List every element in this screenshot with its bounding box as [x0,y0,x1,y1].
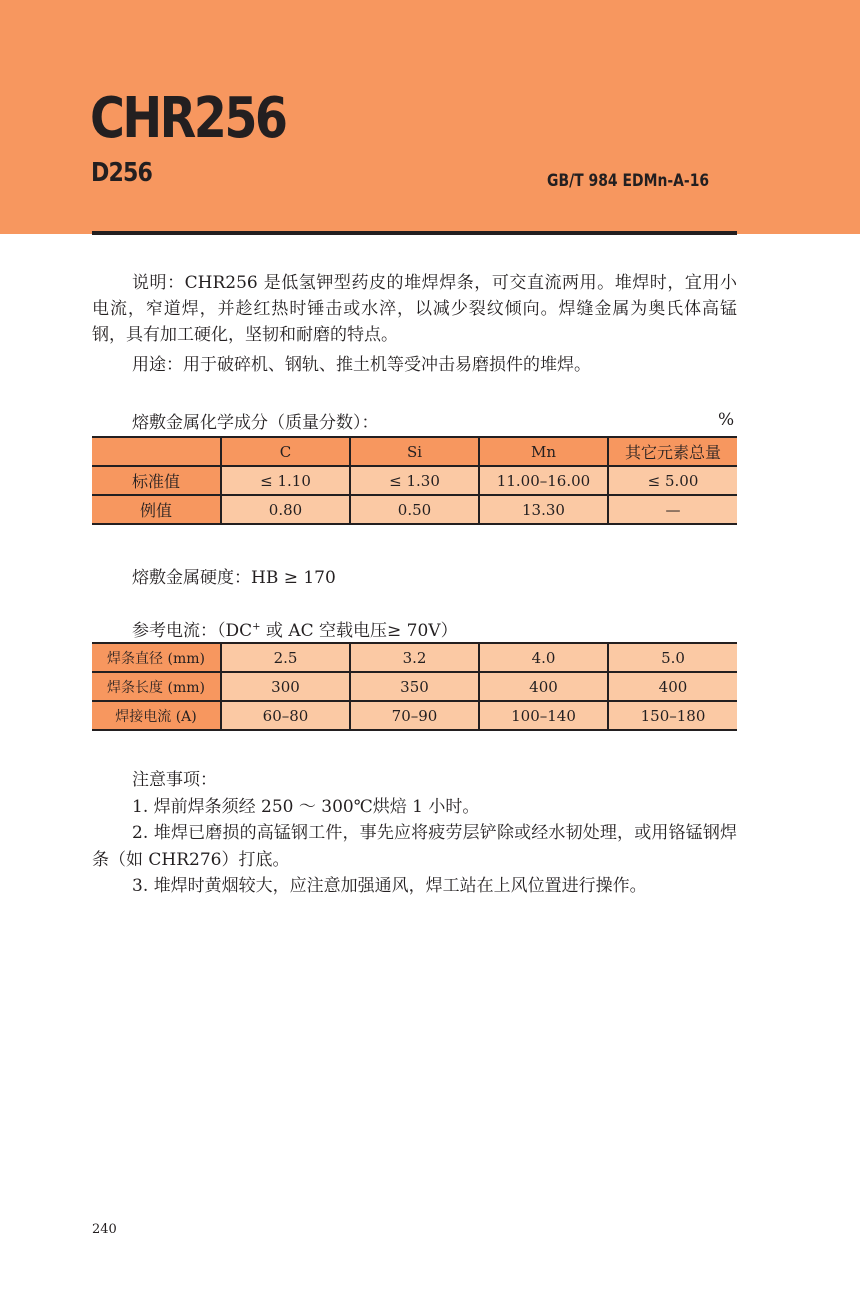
notes-item: 2. 堆焊已磨损的高锰钢工件，事先应将疲劳层铲除或经水韧处理，或用铬锰钢焊条（如 CHR276）打底。 [92,823,737,870]
current-note-suffix: 或 AC 空载电压≥ 70V） [260,621,458,641]
description-text: CHR256 是低氢钾型药皮的堆焊焊条，可交直流两用。堆焊时，宜用小电流，窄道焊，并趁红热时锤击或水淬，以减少裂纹倾向。焊缝金属为奥氏体高锰钢，具有加工硬化，坚韧和耐磨的特点。 [92,273,738,345]
table-row [92,672,737,701]
table-row [92,643,737,672]
table-cell: 60–80 [221,701,350,730]
composition-header-row [92,437,737,466]
usage-label: 用途： [132,355,183,375]
table-cell: 11.00–16.00 [479,466,608,495]
row-label: 焊接电流 (A) [92,701,221,730]
row-label: 焊条直径 (mm) [92,643,221,672]
page-number: 240 [92,1222,117,1237]
table-cell: 150–180 [608,701,737,730]
current-note-sup: + [252,621,261,633]
current-note-prefix: （DC [217,621,253,641]
table-header-cell: Si [350,437,479,466]
product-subtitle: D256 [91,158,153,188]
hardness-value: HB ≥ 170 [251,568,336,588]
table-row [92,701,737,730]
product-title: CHR256 [90,86,286,151]
table-header-cell: 其它元素总量 [608,437,737,466]
table-cell: 2.5 [221,643,350,672]
current-label: 参考电流： [132,621,217,641]
notes-item: 1. 焊前焊条须经 250 ～ 300℃烘焙 1 小时。 [132,796,480,817]
table-cell: 400 [479,672,608,701]
table-cell: ≤ 5.00 [608,466,737,495]
table-cell: ≤ 1.30 [350,466,479,495]
table-row [92,495,737,524]
composition-unit: % [718,410,735,430]
header-rule [92,231,737,235]
table-header-cell: Mn [479,437,608,466]
table-cell: 4.0 [479,643,608,672]
composition-heading [132,408,379,433]
header-band [0,0,860,234]
table-cell: 0.50 [350,495,479,524]
row-label: 例值 [92,495,221,524]
current-table [92,642,737,731]
table-cell: — [608,495,737,524]
table-header-cell [92,437,221,466]
table-cell: 300 [221,672,350,701]
table-row [92,466,737,495]
table-cell: ≤ 1.10 [221,466,350,495]
notes-section [92,767,737,900]
standard-code: GB/T 984 EDMn-A-16 [547,171,710,191]
table-cell: 70–90 [350,701,479,730]
usage-paragraph [92,352,737,378]
table-cell: 0.80 [221,495,350,524]
table-header-cell: C [221,437,350,466]
table-cell: 13.30 [479,495,608,524]
notes-label: 注意事项： [132,770,217,790]
table-cell: 400 [608,672,737,701]
composition-table [92,436,737,525]
table-cell: 350 [350,672,479,701]
composition-label: 熔敷金属化学成分（质量分数）： [132,413,379,433]
row-label: 标准值 [92,466,221,495]
row-label: 焊条长度 (mm) [92,672,221,701]
notes-item: 3. 堆焊时黄烟较大，应注意加强通风，焊工站在上风位置进行操作。 [132,876,647,896]
table-cell: 5.0 [608,643,737,672]
table-cell: 100–140 [479,701,608,730]
description-paragraph [92,270,737,348]
hardness-line [132,563,336,588]
hardness-label: 熔敷金属硬度： [132,568,251,588]
current-heading [132,616,458,641]
description-label: 说明： [132,273,185,293]
table-cell: 3.2 [350,643,479,672]
usage-text: 用于破碎机、钢轨、推土机等受冲击易磨损件的堆焊。 [183,355,591,375]
